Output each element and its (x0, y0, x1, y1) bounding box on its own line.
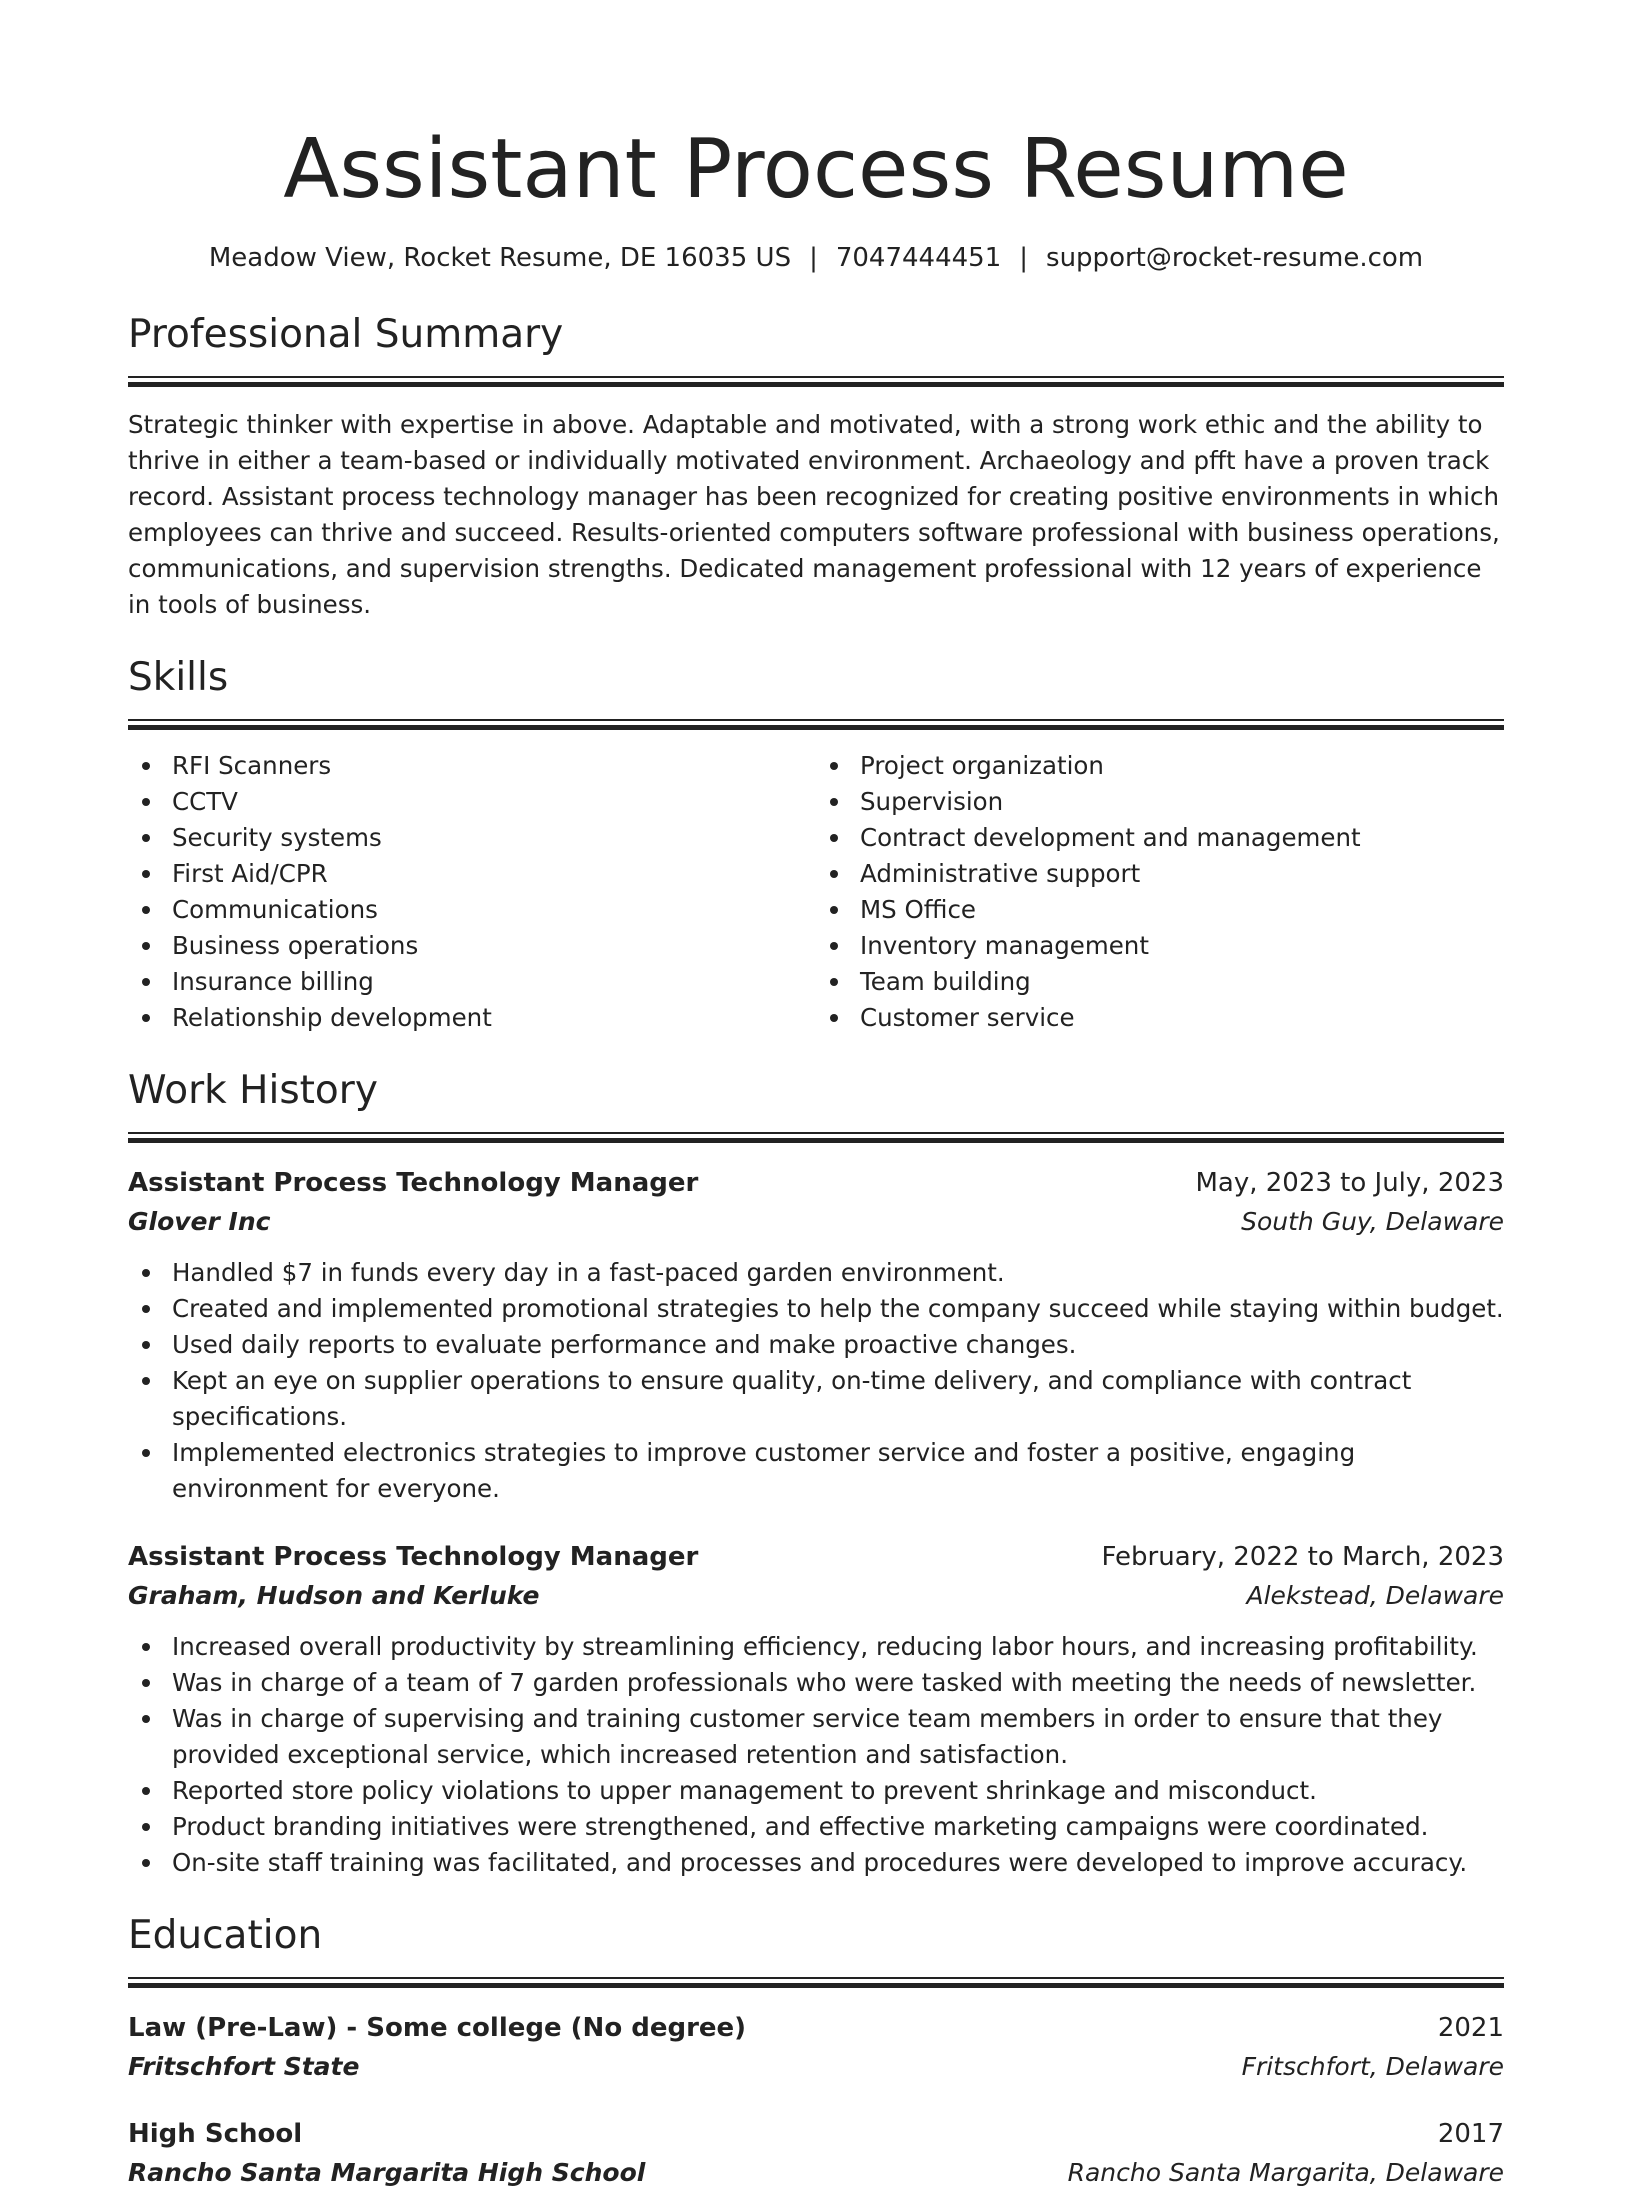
job-dates: February, 2022 to March, 2023 (1101, 1542, 1504, 1572)
section-divider (128, 719, 1504, 730)
section-title-skills: Skills (128, 655, 229, 700)
job-bullet: Created and implemented promotional strategies to help the company succeed while staying within budget. (128, 1291, 1504, 1327)
skill-item: Customer service (816, 1000, 1504, 1036)
skill-item: Security systems (128, 820, 816, 856)
education-school-row (128, 2048, 1504, 2086)
education-header-row (128, 2114, 1504, 2154)
job-bullets (128, 1255, 1504, 1507)
education-school: Rancho Santa Margarita High School (128, 2158, 646, 2187)
skill-item: MS Office (816, 892, 1504, 928)
job-entry (128, 1163, 1504, 1507)
skill-item: Insurance billing (128, 964, 816, 1000)
job-company-row (128, 1577, 1504, 1615)
skill-item: Administrative support (816, 856, 1504, 892)
education-location: Fritschfort, Delaware (1241, 2052, 1504, 2081)
skill-item: Supervision (816, 784, 1504, 820)
job-bullet: Used daily reports to evaluate performance and make proactive changes. (128, 1327, 1504, 1363)
skill-item: Project organization (816, 748, 1504, 784)
job-header-row (128, 1537, 1504, 1577)
education-location: Rancho Santa Margarita, Delaware (1067, 2158, 1504, 2187)
job-bullet: On-site staff training was facilitated, and processes and procedures were developed to improve accuracy. (128, 1845, 1504, 1881)
education-entry (128, 2008, 1504, 2086)
resume-name: Assistant Process Resume (283, 122, 1349, 217)
job-bullet: Kept an eye on supplier operations to ensure quality, on-time delivery, and compliance with contract specifications. (128, 1363, 1504, 1435)
job-company: Glover Inc (128, 1207, 271, 1236)
skill-item: CCTV (128, 784, 816, 820)
skills-list-right (816, 748, 1504, 1036)
section-title-work-history: Work History (128, 1068, 378, 1113)
education-section (128, 1911, 1504, 2192)
skill-item: RFI Scanners (128, 748, 816, 784)
job-company-row (128, 1203, 1504, 1241)
education-degree: High School (128, 2119, 303, 2149)
section-divider (128, 376, 1504, 387)
job-header-row (128, 1163, 1504, 1203)
work-history-section (128, 1066, 1504, 1881)
education-year: 2017 (1437, 2119, 1504, 2149)
resume-header (128, 0, 1504, 276)
job-title: Assistant Process Technology Manager (128, 1542, 699, 1572)
job-bullet: Implemented electronics strategies to improve customer service and foster a positive, engaging environment for everyone. (128, 1435, 1504, 1507)
section-title-education: Education (128, 1913, 323, 1958)
education-entry (128, 2114, 1504, 2192)
education-degree: Law (Pre-Law) - Some college (No degree) (128, 2013, 747, 2043)
education-school-row (128, 2154, 1504, 2192)
job-entry (128, 1537, 1504, 1881)
contact-email: support@rocket-resume.com (1046, 243, 1424, 273)
section-title-summary: Professional Summary (128, 312, 564, 357)
skill-item: Relationship development (128, 1000, 816, 1036)
job-location: South Guy, Delaware (1241, 1207, 1504, 1236)
skill-item: First Aid/CPR (128, 856, 816, 892)
job-title: Assistant Process Technology Manager (128, 1168, 699, 1198)
job-bullets (128, 1629, 1504, 1881)
skill-item: Communications (128, 892, 816, 928)
skill-item: Business operations (128, 928, 816, 964)
contact-separator: | (1019, 243, 1029, 273)
skill-item: Contract development and management (816, 820, 1504, 856)
job-bullet: Increased overall productivity by streamlining efficiency, reducing labor hours, and increasing profitability. (128, 1629, 1504, 1665)
contact-separator: | (809, 243, 818, 273)
summary-section (128, 310, 1504, 623)
job-location: Alekstead, Delaware (1246, 1581, 1504, 1610)
education-school: Fritschfort State (128, 2052, 360, 2081)
section-divider (128, 1132, 1504, 1143)
contact-phone: 7047444451 (835, 243, 1002, 273)
job-bullet: Reported store policy violations to upper management to prevent shrinkage and misconduct. (128, 1773, 1504, 1809)
skill-item: Inventory management (816, 928, 1504, 964)
job-company: Graham, Hudson and Kerluke (128, 1581, 540, 1610)
job-bullet: Was in charge of a team of 7 garden professionals who were tasked with meeting the needs of newsletter. (128, 1665, 1504, 1701)
section-divider (128, 1977, 1504, 1988)
summary-text: Strategic thinker with expertise in above. Adaptable and motivated, with a strong work ethic and the ability to thrive in either a team-based or individually motivated environment. Archaeology and pfft have a proven track record. Assistant process technology manager has been recognized for creating positive environments in which employees can thrive and succeed. Results-oriented computers software professional with business operations, communications, and supervision strengths. Dedicated management professional with 12 years of experience in tools of business. (128, 410, 1500, 619)
contact-line (128, 240, 1504, 276)
job-bullet: Was in charge of supervising and training customer service team members in order to ensure that they provided exceptional service, which increased retention and satisfaction. (128, 1701, 1504, 1773)
job-dates: May, 2023 to July, 2023 (1195, 1168, 1504, 1198)
job-bullet: Handled $7 in funds every day in a fast-paced garden environment. (128, 1255, 1504, 1291)
contact-address: Meadow View, Rocket Resume, DE 16035 US (208, 243, 792, 273)
skill-item: Team building (816, 964, 1504, 1000)
education-year: 2021 (1437, 2013, 1504, 2043)
job-bullet: Product branding initiatives were strengthened, and effective marketing campaigns were coordinated. (128, 1809, 1504, 1845)
skills-section (128, 653, 1504, 1036)
skills-list-left (128, 748, 816, 1036)
skills-columns (128, 748, 1504, 1036)
education-header-row (128, 2008, 1504, 2048)
